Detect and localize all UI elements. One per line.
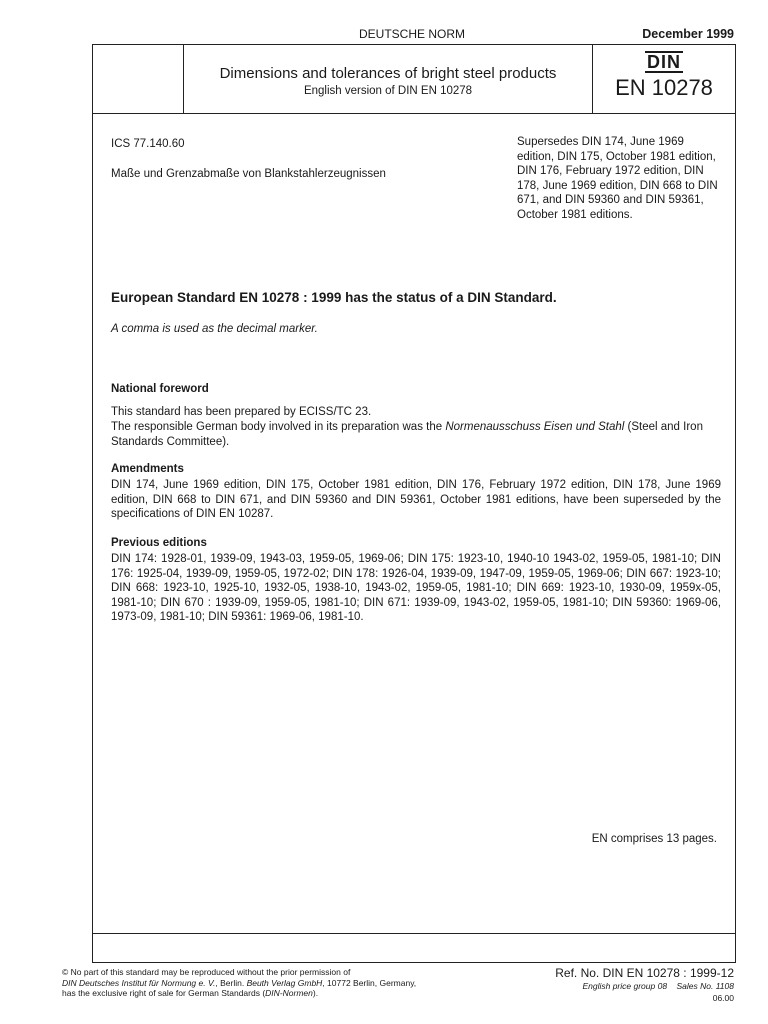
publisher-name: Beuth Verlag GmbH [246, 977, 323, 988]
committee-name: Normenausschuss Eisen und Stahl [445, 421, 625, 433]
german-title: Maße und Grenzabmaße von Blankstahlerzeugnissen [111, 168, 386, 180]
copyright-line-3-text: has the exclusive right of sale for German Standards ( [62, 988, 266, 998]
copyright-line-3-end: ). [312, 988, 319, 998]
din-cell [593, 45, 735, 113]
amendments-heading: Amendments [111, 463, 184, 475]
price-group: English price group 08 Sales No. 1108 [582, 981, 734, 991]
document-title: Dimensions and tolerances of bright steel products [219, 65, 557, 82]
publication-date: December 1999 [642, 27, 734, 41]
standard-frame [92, 44, 736, 963]
din-institute-name: DIN Deutsches Institut für Normung e. V. [62, 977, 216, 988]
decimal-note: A comma is used as the decimal marker. [111, 323, 318, 335]
copyright-line-2 [62, 978, 416, 989]
national-foreword-heading: National foreword [111, 383, 209, 395]
foreword-text: The responsible German body involved in its preparation was the [111, 421, 446, 433]
copyright-separator: , Berlin. [215, 977, 247, 988]
document-type-label: DEUTSCHE NORM [358, 27, 465, 41]
document-subtitle: English version of DIN EN 10278 [303, 85, 473, 97]
standard-number: EN 10278 [615, 75, 713, 100]
amendments-text: DIN 174, June 1969 edition, DIN 175, October 1981 edition, DIN 176, February 1972 edition, DIN 178, June 1969 edition, DIN 668 to DIN 671, and DIN 59360 and DIN 59361, October 1981 editions, have been superseded by the specifications of DIN EN 10287. [111, 479, 721, 520]
title-block-left-cell [93, 45, 184, 113]
previous-editions-heading: Previous editions [111, 537, 207, 549]
copyright-notice [62, 967, 416, 999]
reference-number: Ref. No. DIN EN 10278 : 1999-12 [555, 966, 734, 980]
din-normen: DIN-Normen [265, 988, 313, 998]
copyright-line-1: © No part of this standard may be reproduced without the prior permission of [62, 967, 351, 977]
previous-editions-text: DIN 174: 1928-01, 1939-09, 1943-03, 1959-05, 1969-06; DIN 175: 1923-10, 1940-10 1943-02, 1959-05, 1981-10; DIN 176: 1925-04, 1939-09, 1959-05, 1972-02; DIN 178: 1926-04, 1939-09, 1947-09, 1959-05, 1969-06; DIN 667: 1923-10; DIN 668: 1923-10, 1925-10, 1932-05, 1938-10, 1943-02, 1959-05, 1981-10; DIN 669: 1923-10, 1930-09, 1959x-05, 1981-10; DIN 670 : 1939-09, 1959-05, 1981-10; DIN 671: 1939-09, 1943-02, 1959-05, 1981-10; DIN 59360: 1969-06, 1973-09, 1981-10; DIN 59361: 1969-06, 1981-10. [111, 553, 721, 623]
page-count-note: EN comprises 13 pages. [591, 833, 717, 845]
print-date: 06.00 [712, 993, 734, 1003]
foreword-text-end: (Steel and Iron Standards Committee). [111, 421, 703, 448]
ics-code: ICS 77.140.60 [111, 138, 185, 150]
title-block [93, 45, 735, 114]
national-foreword-paragraph-2 [111, 420, 721, 449]
title-cell [184, 45, 593, 113]
copyright-line-3 [62, 988, 416, 999]
bottom-divider [93, 933, 735, 934]
national-foreword-paragraph-1: This standard has been prepared by ECISS/TC 23. [111, 406, 372, 418]
status-statement: European Standard EN 10278 : 1999 has the status of a DIN Standard. [111, 290, 557, 305]
din-logo: DIN [647, 52, 681, 72]
publisher-address: , 10772 Berlin, Germany, [322, 977, 417, 988]
supersedes-note: Supersedes DIN 174, June 1969 edition, DIN 175, October 1981 edition, DIN 176, February 1972 edition, DIN 178, June 1969 edition, DIN 668 to DIN 671, and DIN 59360 and DIN 59361, October 1981 editions. [517, 136, 718, 221]
